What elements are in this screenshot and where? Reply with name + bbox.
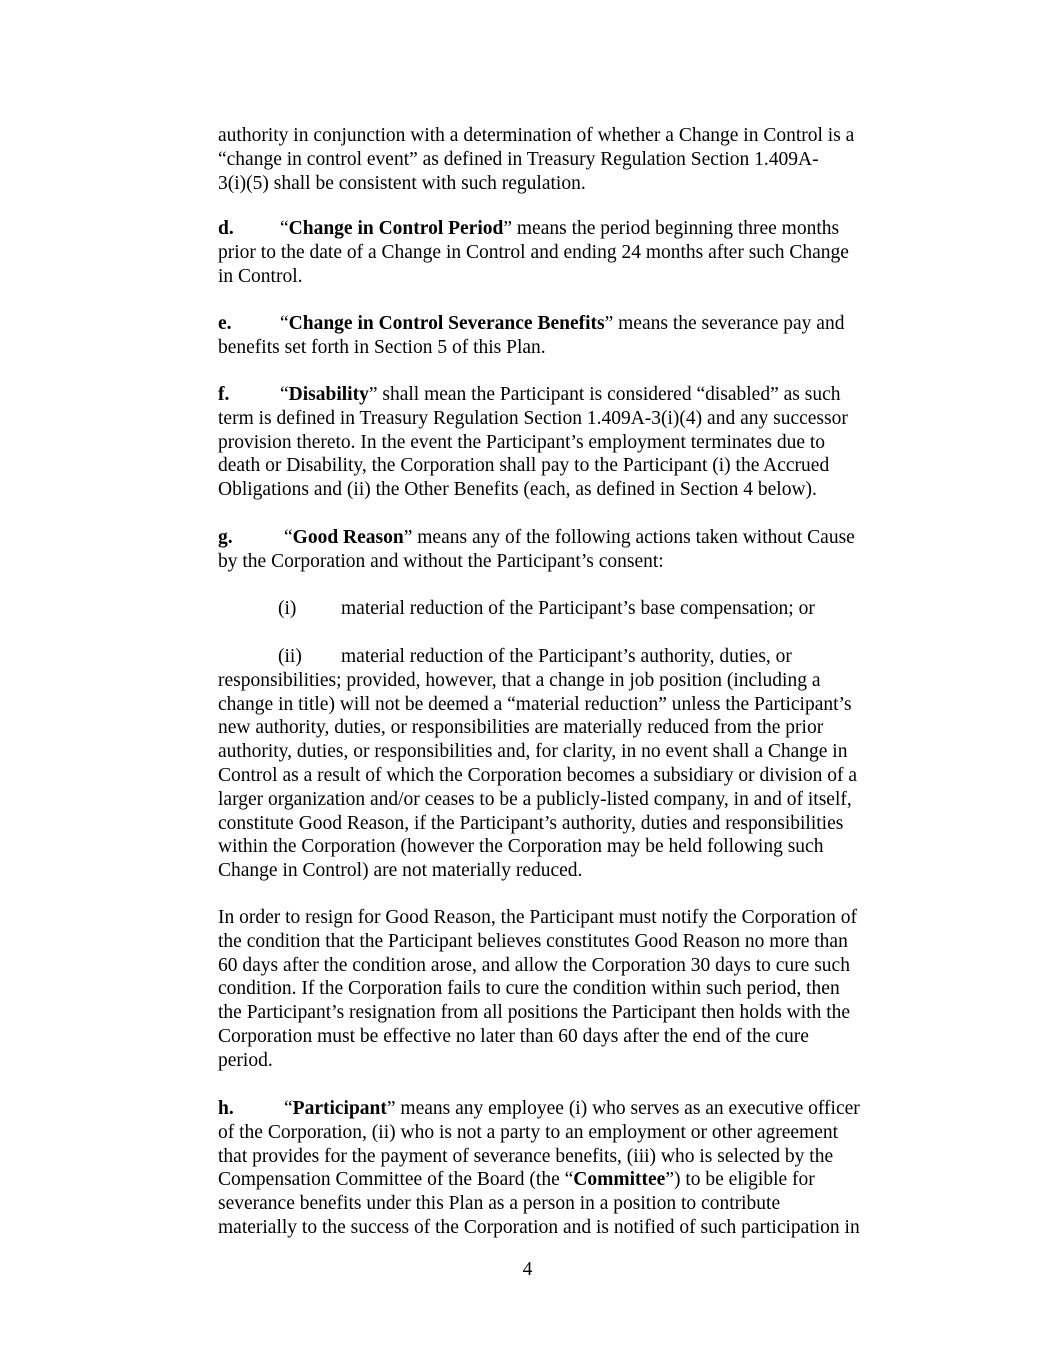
text-line: term is defined in Treasury Regulation Section 1.409A-3(i)(4) and any successor <box>218 407 848 429</box>
section-label: f. <box>218 384 230 405</box>
text-line: death or Disability, the Corporation shall pay to the Participant (i) the Accrued <box>218 455 830 477</box>
text-line: responsibilities; provided, however, that a change in job position (including a <box>218 669 821 691</box>
page-number: 4 <box>522 1259 533 1280</box>
defined-term: Participant <box>292 1098 387 1119</box>
text-line: In order to resign for Good Reason, the Participant must notify the Corporation of <box>218 907 858 928</box>
section-g-item-i <box>218 597 908 621</box>
text-line: Change in Control) are not materially reduced. <box>218 860 583 882</box>
text-line: the condition that the Participant believes constitutes Good Reason no more than <box>218 930 848 952</box>
defined-term: Change in Control Severance Benefits <box>288 313 605 334</box>
text-line: benefits set forth in Section 5 of this Plan. <box>218 336 546 358</box>
text-line: “change in control event” as defined in Treasury Regulation Section 1.409A- <box>218 148 819 170</box>
text-line: Obligations and (ii) the Other Benefits (each, as defined in Section 4 below). <box>218 479 817 501</box>
text-line: authority, duties, or responsibilities and, for clarity, in no event shall a Change in <box>218 741 848 763</box>
section-g-item-ii: (ii) material reduction of the Participant’s authority, duties, or responsibilities; provided, however, that a change in job position (including a change in title) will not be deemed a “material reduction” unless the Participant’s new authority, duties, or responsibilities are materially reduced from the prior authority, duties, or responsibilities and, for clarity, in no event shall a Change in Control as a result of which the Corporation becomes a subsidiary or division of a larger organization and/or ceases to be a publicly-listed company, in and of itself, constitute Good Reason, if the Participant’s authority, duties and responsibilities within the Corporation (however the Corporation may be held following such Change in Control) are not materially reduced. <box>218 645 908 883</box>
text-line: within the Corporation (however the Corporation may be held following such <box>218 836 824 858</box>
section-label: h. <box>218 1098 234 1119</box>
text-line: larger organization and/or ceases to be a publicly-listed company, in and of itself, <box>218 788 852 810</box>
text-line: Corporation must be effective no later than 60 days after the end of the cure <box>218 1025 809 1047</box>
text-line: materially to the success of the Corporation and is notified of such participation in <box>218 1216 860 1238</box>
text-line: provision thereto. In the event the Participant’s employment terminates due to <box>218 431 826 453</box>
text-line: period. <box>218 1049 273 1071</box>
text-line: prior to the date of a Change in Control and ending 24 months after such Change <box>218 241 849 263</box>
text-line: in Control. <box>218 265 303 287</box>
text-line: constitute Good Reason, if the Participant’s authority, duties and responsibilities <box>218 812 844 834</box>
text-line: the Participant’s resignation from all positions the Participant then holds with the <box>218 1002 851 1024</box>
text-line: authority in conjunction with a determination of whether a Change in Control is a <box>218 125 855 146</box>
text-line: Control as a result of which the Corporation becomes a subsidiary or division of a <box>218 764 858 786</box>
section-h: h. “Participant” means any employee (i) who serves as an executive officer of the Corporation, (ii) who is not a party to an employment or other agreement that provides for the payment of severance benefits, (iii) who is selected by the Compensation Committee of the Board (the “Committee”) to be eligible for severance benefits under this Plan as a person in a position to contribute materially to the success of the Corporation and is notified of such participation in <box>218 1097 908 1240</box>
defined-term: Disability <box>288 384 369 405</box>
section-label: g. <box>218 527 233 548</box>
text-line: condition. If the Corporation fails to cure the condition within such period, then <box>218 978 840 1000</box>
item-text: material reduction of the Participant’s base compensation; or <box>341 598 815 619</box>
item-number: (ii) <box>278 646 302 667</box>
defined-term: Good Reason <box>292 527 404 548</box>
text-line: 3(i)(5) shall be consistent with such regulation. <box>218 172 586 194</box>
intro-paragraph <box>218 124 908 195</box>
text-line: new authority, duties, or responsibilities are materially reduced from the prior <box>218 717 824 739</box>
text-line: that provides for the payment of severance benefits, (iii) who is selected by the <box>218 1145 834 1167</box>
section-d: d. “Change in Control Period” means the period beginning three months prior to the date of a Change in Control and ending 24 months after such Change in Control. <box>218 217 908 288</box>
text-line: 60 days after the condition arose, and allow the Corporation 30 days to cure such <box>218 954 850 976</box>
text-line: change in title) will not be deemed a “material reduction” unless the Participant’s <box>218 693 852 715</box>
section-label: d. <box>218 218 234 239</box>
section-label: e. <box>218 313 232 334</box>
item-number: (i) <box>278 598 297 619</box>
text-line: severance benefits under this Plan as a person in a position to contribute <box>218 1193 781 1215</box>
section-g: g. “Good Reason” means any of the following actions taken without Cause by the Corporation and without the Participant’s consent: <box>218 526 908 574</box>
text-line: of the Corporation, (ii) who is not a party to an employment or other agreement <box>218 1121 839 1143</box>
defined-term: Committee <box>573 1169 666 1191</box>
section-e: e. “Change in Control Severance Benefits” means the severance pay and benefits set forth in Section 5 of this Plan. <box>218 312 908 360</box>
section-f: f. “Disability” shall mean the Participant is considered “disabled” as such term is defined in Treasury Regulation Section 1.409A-3(i)(4) and any successor provision thereto. In the event the Participant’s employment terminates due to death or Disability, the Corporation shall pay to the Participant (i) the Accrued Obligations and (ii) the Other Benefits (each, as defined in Section 4 below). <box>218 383 908 502</box>
text-line: by the Corporation and without the Participant’s consent: <box>218 550 664 572</box>
resignation-paragraph <box>218 906 908 1073</box>
defined-term: Change in Control Period <box>288 218 504 239</box>
